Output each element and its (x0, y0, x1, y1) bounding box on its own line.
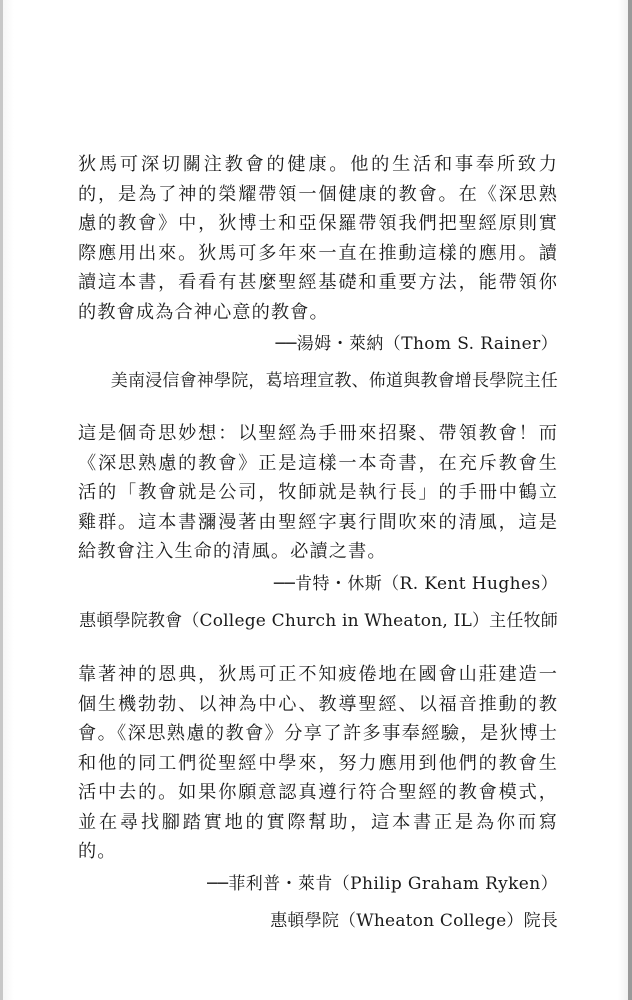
endorsement-ryken (78, 660, 558, 936)
page-edge-left (0, 0, 3, 1000)
endorsement-affiliation: 美南浸信會神學院，葛培理宣教、佈道與教會增長學院主任 (110, 371, 558, 391)
page-edge-right (628, 0, 632, 1000)
endorsement-attribution: ──肯特・休斯（R. Kent Hughes） (273, 573, 558, 594)
endorsement-attribution: ──湯姆・萊納（Thom S. Rainer） (275, 334, 558, 354)
endorsement-hughes (78, 419, 558, 636)
endorsement-quote: 這是個奇思妙想：以聖經為手冊來招聚、帶領教會！而《深思熟慮的教會》正是這樣一本奇書，在充斥教會生活的「教會就是公司，牧師就是執行長」的手冊中鶴立雞群。這本書瀰漫著由聖經字裏行間吹來的清風，這是給教會注入生命的清風。必讀之書。 (78, 423, 558, 562)
endorsement-rainer (78, 150, 558, 396)
endorsement-quote: 狄馬可深切關注教會的健康。他的生活和事奉所致力的，是為了神的榮耀帶領一個健康的教會。在《深思熟慮的教會》中，狄博士和亞保羅帶領我們把聖經原則實際應用出來。狄馬可多年來一直在推動這樣的應用。讀讀這本書，看看有甚麼聖經基礎和重要方法，能帶領你的教會成為合神心意的教會。 (78, 154, 558, 323)
endorsement-quote: 靠著神的恩典，狄馬可正不知疲倦地在國會山莊建造一個生機勃勃、以神為中心、教導聖經、以福音推動的教會。《深思熟慮的教會》分享了許多事奉經驗，是狄博士和他的同工們從聖經中學來，努力應用到他們的教會生活中去的。如果你願意認真遵行符合聖經的教會模式，並在尋找腳踏實地的實際幫助，這本書正是為你而寫的。 (78, 664, 558, 862)
endorsement-affiliation: 惠頓學院教會（College Church in Wheaton, IL）主任牧師 (79, 610, 558, 631)
endorsement-attribution: ──菲利普・萊肯（Philip Graham Ryken） (207, 873, 558, 894)
endorsement-affiliation: 惠頓學院（Wheaton College）院長 (270, 910, 558, 931)
